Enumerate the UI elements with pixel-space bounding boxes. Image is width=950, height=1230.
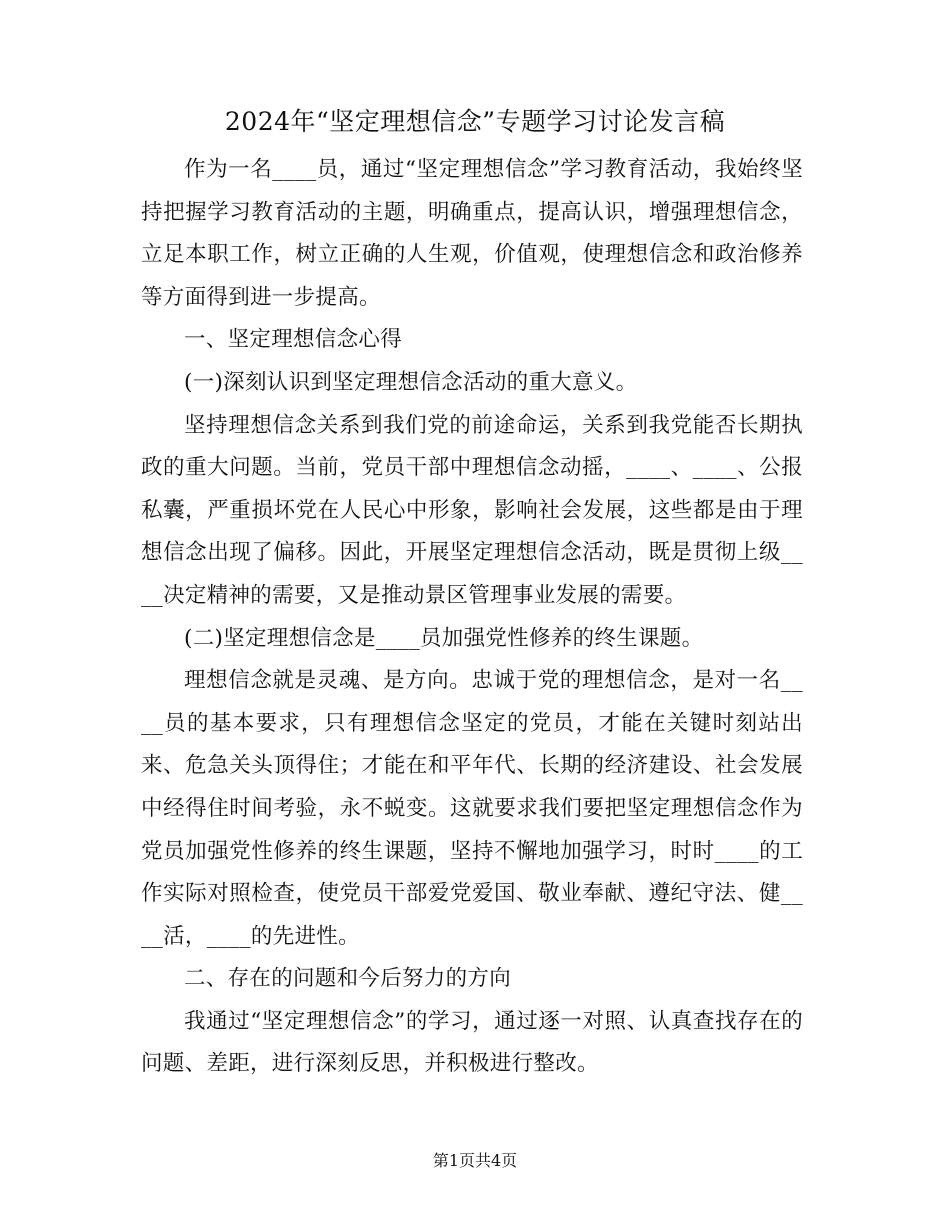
paragraph-significance: 坚持理想信念关系到我们党的前途命运，关系到我党能否长期执政的重大问题。当前，党员干部中理想信念动摇，____、____、公报私囊，严重损坏党在人民心中形象，影响社会发展，这些都是由于理想信念出现了偏移。因此，开展坚定理想信念活动，既是贯彻上级____决定精神的需要，又是推动景区管理事业发展的需要。 [141, 412, 803, 608]
paragraph-ideals: 理想信念就是灵魂、是方向。忠诚于党的理想信念，是对一名____员的基本要求，只有理想信念坚定的党员，才能在关键时刻站出来、危急关头顶得住；才能在和平年代、长期的经济建设、社会发展中经得住时间考验，永不蜕变。这就要求我们要把坚定理想信念作为党员加强党性修养的终生课题，坚持不懈地加强学习，时时____的工作实际对照检查，使党员干部爱党爱国、敬业奉献、遵纪守法、健____活，____的先进性。 [141, 668, 803, 949]
document-body [141, 149, 803, 1086]
paragraph-problems: 我通过“坚定理想信念”的学习，通过逐一对照、认真查找存在的问题、差距，进行深刻反思，并积极进行整改。 [141, 1008, 803, 1077]
section-heading-2: 二、存在的问题和今后努力的方向 [184, 966, 512, 992]
subsection-heading-2: (二)坚定理想信念是____员加强党性修养的终生课题。 [184, 625, 704, 651]
page-number-footer: 第1页共4页 [432, 1151, 518, 1170]
subsection-heading-1: (一)深刻认识到坚定理想信念活动的重大意义。 [184, 369, 638, 395]
paragraph-intro: 作为一名____员，通过“坚定理想信念”学习教育活动，我始终坚持把握学习教育活动的主题，明确重点，提高认识，增强理想信念，立足本职工作，树立正确的人生观，价值观，使理想信念和政治修养等方面得到进一步提高。 [141, 157, 803, 310]
section-heading-1: 一、坚定理想信念心得 [184, 327, 403, 353]
document-title: 2024年“坚定理想信念”专题学习讨论发言稿 [224, 107, 726, 136]
